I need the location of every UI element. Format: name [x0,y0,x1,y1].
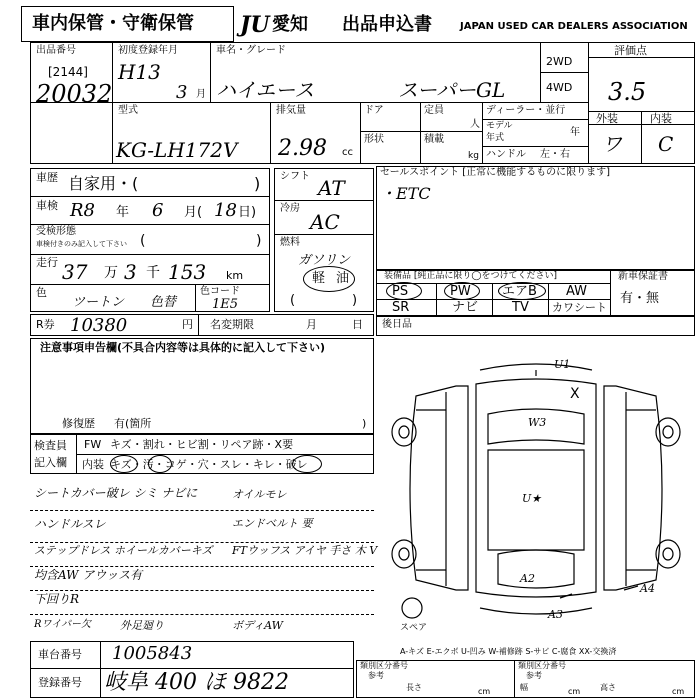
remark-5: ステップドレス ホイールカバーキズ [34,544,213,557]
size-height-unit: cm [672,687,685,696]
notes-label: 注意事項申告欄(不具合内容等は具体的に記入して下さい) [40,341,326,354]
lot-number: 20032 [36,80,113,108]
dealer-label: ディーラー・並行 [486,105,566,116]
car-grade: スーパーGL [398,78,506,102]
size-width-unit: cm [568,687,581,696]
diagram-label-x: X [570,386,580,402]
remark-4: エンドベルト 要 [232,517,313,530]
transfer-day-unit: 日 [352,318,363,331]
displacement-label: 排気量 [276,105,306,116]
size-ref-1: 参考 [368,671,384,680]
inspection-month: 6 [152,200,164,221]
shift-label: シフト [280,171,310,182]
mileage-man-unit: 万 [104,265,118,281]
inspector-row2: キズ・汚・コゲ・穴・スレ・キレ・破レ [110,458,308,471]
warranty-value: 有・無 [620,291,660,306]
equipment-aw: AW [566,284,588,299]
remark-7: 均含AW アウッス有 [34,568,143,582]
inspection-year-unit: 年 [116,205,130,220]
remark-8: 下回りR [34,592,80,606]
model-label: 型式 [118,105,138,116]
steering-label: ハンドル [486,149,526,160]
sales-point-label: セールスポイント [正常に機能するものに限ります] [380,167,611,178]
model-year-unit: 年 [570,127,580,138]
size-class-label-2: 類別区分番号 [518,661,566,670]
diagram-label-a4: A4 [640,582,655,595]
mileage-rest: 153 [168,260,207,284]
association-name: 愛知 [272,14,308,35]
remark-11: ボディAW [232,619,283,632]
vehicle-damage-diagram [376,340,696,633]
fuel-diesel: 油 [336,271,350,286]
mileage-sen-unit: 千 [146,265,160,281]
storage-title: 車内保管・守衛保管 [32,13,194,34]
mileage-label: 走行 [36,256,58,269]
transfer-month-unit: 月 [306,318,317,331]
drive-4wd: 4WD [546,81,573,94]
recycle-value: 10380 [70,315,128,336]
remark-2: オイルモレ [232,488,287,501]
pw-circle [444,282,480,300]
usage-close: ) [254,174,261,193]
fuel-paren-open: ( [290,293,296,308]
color-value: ツートン [72,295,125,310]
row2-circle-a [110,455,138,473]
displacement-unit: cc [342,147,353,158]
model-value: KG-LH172V [116,138,238,162]
registration-month: 3 [176,82,188,103]
remark-10: 外足廻り [120,619,164,632]
color-change: 色替 [150,295,177,310]
equipment-label: 装備品 [純正品に限り◯をつけてください] [384,271,557,281]
aircon-value: AC [310,210,340,234]
steering-options: 左・右 [540,149,570,160]
inspection-day: 18 [214,200,237,221]
inspection-month-unit: 月( [184,205,203,220]
usage-value: 自家用・( [68,174,139,193]
capacity-label: 定員 [424,105,444,116]
chassis-label: 車台番号 [38,648,82,661]
diagram-label-u-star: U★ [522,492,542,505]
color-label: 色 [36,286,47,299]
interior-grade: C [658,132,674,156]
lot-sub-number: [2144] [48,65,88,79]
door-label: ドア [364,105,384,116]
remark-1: シートカバー破レ シミ ナビに [34,486,198,500]
repair-history-label: 修復歴 [62,417,95,430]
aircon-label: 冷房 [280,203,300,214]
chassis-number: 1005843 [112,643,193,664]
inspection-label: 車検 [36,199,58,212]
later-docs-label: 後日品 [382,319,412,330]
row2-circle-b [148,455,172,473]
model-year-label1: モデル [486,121,513,131]
car-name: ハイエース [216,78,315,102]
fuel-value: ガソリン [298,253,351,268]
plate-label: 登録番号 [38,676,82,689]
transfer-label: 名変期限 [210,318,254,331]
form-title: 出品申込書 [342,14,432,35]
mileage-man: 37 [62,260,88,284]
displacement-value: 2.98 [278,136,327,161]
remark-3: ハンドルスレ [34,517,106,531]
recycle-label: R券 [36,318,55,331]
registration-month-unit: 月 [196,89,206,100]
usage-label: 車歴 [36,171,58,184]
fuel-light: 軽 [312,271,326,286]
rating-label: 評価点 [614,44,647,57]
load-unit: kg [468,151,479,161]
inspector-label-2: 記入欄 [34,456,67,469]
size-width: 幅 [520,683,528,692]
diagram-label-w3: W3 [528,416,547,429]
remark-6: FTウッフス アイヤ 手さ 木 V [232,544,378,557]
shape-label: 形状 [364,134,384,145]
diagram-label-u1: U1 [554,358,571,371]
exterior-grade: ワ [602,132,622,156]
ps-circle [386,282,422,300]
registration-label: 初度登録年月 [118,45,178,56]
size-class-label-1: 類別区分番号 [360,661,408,670]
diagram-label-a2: A2 [520,572,535,585]
equipment-pw: PW [450,284,471,299]
fuel-circle [303,266,355,292]
inspection-era: R8 [70,200,96,221]
sales-point-value: ・ETC [380,184,431,203]
equipment-sr: SR [392,300,410,315]
fuel-paren-close: ) [352,293,358,308]
registration-year: H13 [118,60,161,84]
plate-number: 岐阜 400 ほ 9822 [104,670,289,695]
size-length-unit: cm [478,687,491,696]
equipment-ps: PS [392,284,409,299]
equipment-airbag: エアB [502,284,537,299]
size-length: 長さ [406,683,422,692]
size-height: 高さ [600,683,616,692]
color-code-label: 色コード [200,286,240,297]
acceptance-note: 車検付きのみ記入して下さい [36,240,127,248]
equipment-navi: ナビ [452,300,479,315]
inspector-label-1: 検査員 [34,439,67,452]
exterior-label: 外装 [596,112,618,125]
row2-circle-c [292,455,322,473]
drive-2wd: 2WD [546,55,573,68]
interior-label: 内装 [650,112,672,125]
model-year-label2: 年式 [486,133,505,143]
inspection-day-unit: 日) [238,205,257,220]
remark-9: Rワイパー欠 [34,619,92,630]
size-ref-2: 参考 [526,671,542,680]
rating-value: 3.5 [608,78,647,106]
inspector-row1-head: FW [84,438,102,451]
repair-history-close: ) [362,417,367,430]
color-code: 1E5 [212,297,239,312]
spare-label: スペア [400,623,428,633]
damage-legend: A-キズ E-エクボ U-凹み W-補修跡 S-サビ C-腐食 XX-交換済 [400,647,617,656]
english-name: JAPAN USED CAR DEALERS ASSOCIATION [460,21,688,32]
acceptance-close: ) [256,233,262,249]
airbag-circle [498,282,546,300]
car-name-label: 車名・グレード [216,45,286,56]
recycle-unit: 円 [182,318,193,331]
acceptance-label: 受検形態 [36,226,76,237]
load-label: 積載 [424,134,444,145]
mileage-sen: 3 [124,260,137,284]
later-docs-box [376,316,695,336]
acceptance-open: ( [140,233,146,249]
repair-history-value: 有(箇所 [114,417,152,430]
fuel-label: 燃料 [280,237,300,248]
sales-point-box [376,166,695,270]
diagram-label-a3: A3 [548,608,563,621]
ju-logo: JU [240,12,270,38]
mileage-unit: km [226,269,244,282]
shift-value: AT [318,176,345,200]
warranty-label: 新車保証書 [618,271,668,282]
equipment-tv: TV [512,300,529,315]
lot-label: 出品番号 [36,45,76,56]
capacity-unit: 人 [470,119,480,130]
equipment-kawa-seat: カワシート [552,301,607,314]
inspector-row1: キズ・割れ・ヒビ割・リペア跡・X要 [110,438,294,451]
inspector-row2-head: 内装 [82,458,104,471]
